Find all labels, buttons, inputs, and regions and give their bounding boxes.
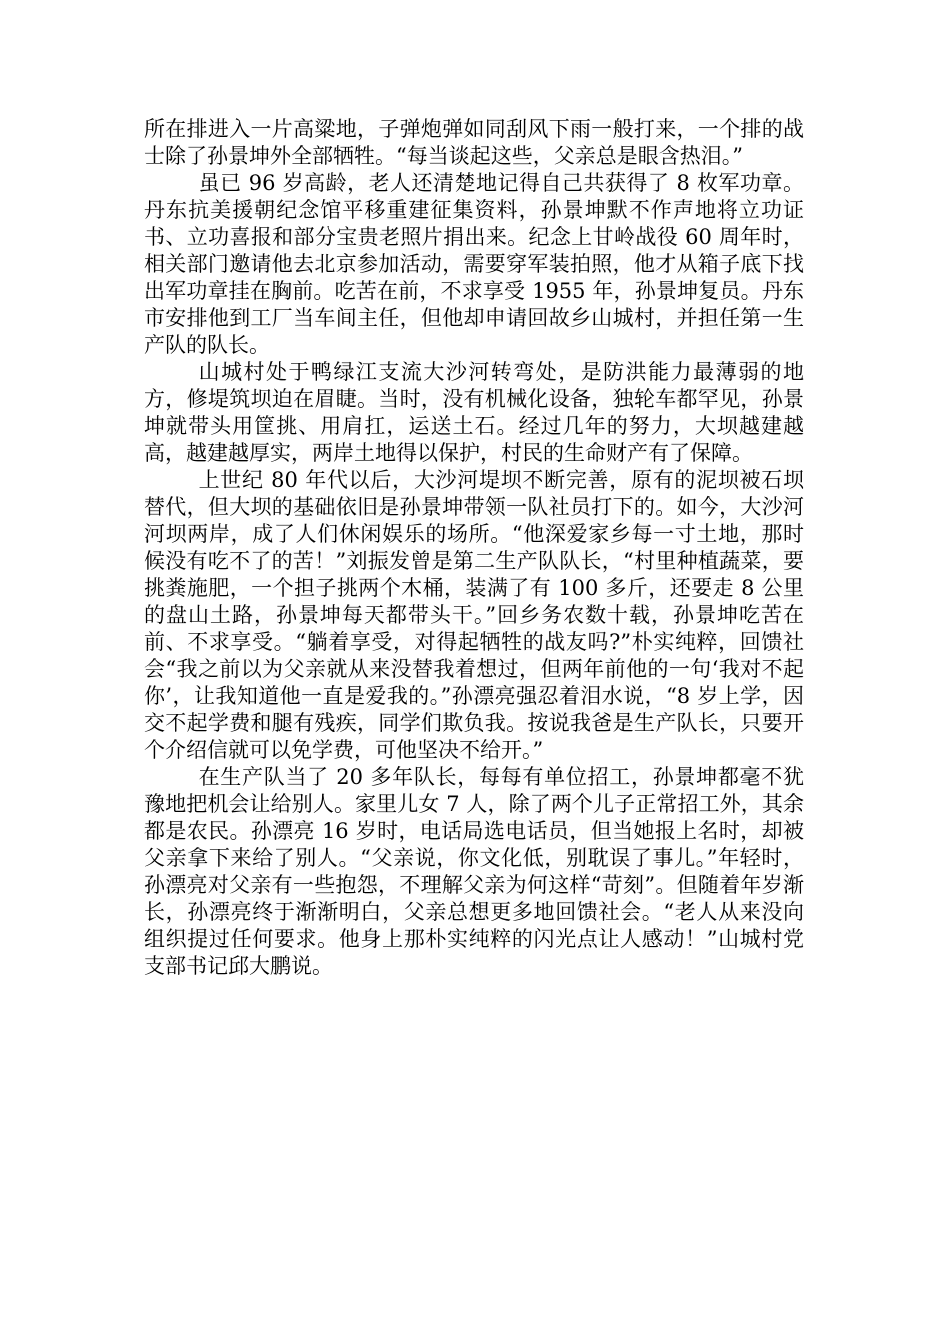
paragraph-3: 山城村处于鸭绿江支流大沙河转弯处，是防洪能力最薄弱的地方，修堤筑坝迫在眉睫。当时，没有机械化设备，独轮车都罕见，孙景坤就带头用筐挑、用肩扛，运送土石。经过几年的努力，大坝越建越高，越建越厚实，两岸土地得以保护，村民的生命财产有了保障。	[144, 360, 804, 465]
paragraph-2: 虽已 96 岁高龄，老人还清楚地记得自己共获得了 8 枚军功章。丹东抗美援朝纪念馆平移重建征集资料，孙景坤默不作声地将立功证书、立功喜报和部分宝贵老照片捐出来。纪念上甘岭战役 60 周年时，相关部门邀请他去北京参加活动，需要穿军装拍照，他才从箱子底下找出军功章挂在胸前。吃苦在前，不求享受 1955 年，孙景坤复员。丹东市安排他到工厂当车间主任，但他却申请回故乡山城村，并担任第一生产队的队长。	[144, 171, 804, 357]
paragraph-4: 上世纪 80 年代以后，大沙河堤坝不断完善，原有的泥坝被石坝替代，但大坝的基础依旧是孙景坤带领一队社员打下的。如今，大沙河河坝两岸，成了人们休闲娱乐的场所。“他深爱家乡每一寸土地，那时候没有吃不了的苦！”刘振发曾是第二生产队队长，“村里种植蔬菜，要挑粪施肥，一个担子挑两个木桶，装满了有 100 多斤，还要走 8 公里的盘山土路，孙景坤每天都带头干。”回乡务农数十载，孙景坤吃苦在前、不求享受。“躺着享受，对得起牺牲的战友吗?”朴实纯粹，回馈社会“我之前以为父亲就从来没替我着想过，但两年前他的一句‘我对不起你’，让我知道他一直是爱我的。”孙漂亮强忍着泪水说，“8 岁上学，因交不起学费和腿有残疾，同学们欺负我。按说我爸是生产队长，只要开个介绍信就可以免学费，可他坚决不给开。”	[144, 468, 804, 762]
article-body	[144, 116, 804, 980]
paragraph-1: 所在排进入一片高粱地，子弹炮弹如同刮风下雨一般打来，一个排的战士除了孙景坤外全部牺牲。“每当谈起这些，父亲总是眼含热泪。”	[144, 117, 804, 168]
paragraph-5: 在生产队当了 20 多年队长，每每有单位招工，孙景坤都毫不犹豫地把机会让给别人。家里儿女 7 人，除了两个儿子正常招工外，其余都是农民。孙漂亮 16 岁时，电话局选电话员，但当她报上名时，却被父亲拿下来给了别人。“父亲说，你文化低，别耽误了事儿。”年轻时，孙漂亮对父亲有一些抱怨，不理解父亲为何这样“苛刻”。但随着年岁渐长，孙漂亮终于渐渐明白，父亲总想更多地回馈社会。“老人从来没向组织提过任何要求。他身上那朴实纯粹的闪光点让人感动！”山城村党支部书记邱大鹏说。	[144, 765, 804, 978]
